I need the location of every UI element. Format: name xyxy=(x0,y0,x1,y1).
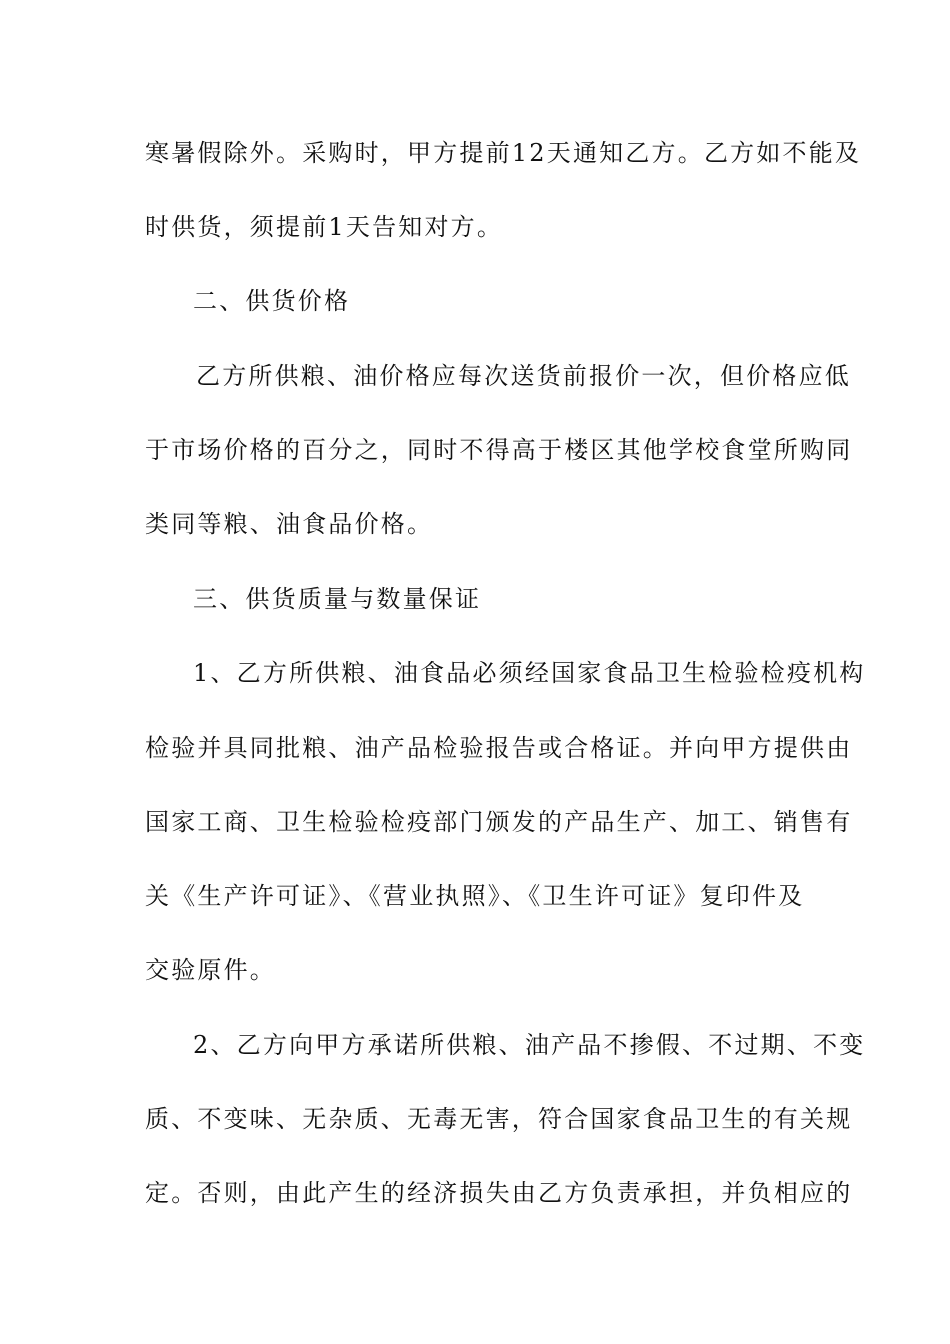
section-heading: 三、供货质量与数量保证 xyxy=(193,585,482,613)
text-line: 定。否则，由此产生的经济损失由乙方负责承担，并负相应的 xyxy=(145,1179,853,1207)
text-line: 于市场价格的百分之，同时不得高于楼区其他学校食堂所购同 xyxy=(145,436,853,464)
text-line: 关《生产许可证》、《营业执照》、《卫生许可证》复印件及 xyxy=(145,882,805,910)
text-line: 交验原件。 xyxy=(145,956,276,984)
text-line: 检验并具同批粮、油产品检验报告或合格证。并向甲方提供由 xyxy=(145,734,853,762)
text-line: 乙方所供粮、油价格应每次送货前报价一次，但价格应低 xyxy=(196,362,851,390)
text-line: 质、不变味、无杂质、无毒无害，符合国家食品卫生的有关规 xyxy=(145,1105,853,1133)
text-line: 2、乙方向甲方承诺所供粮、油产品不掺假、不过期、不变 xyxy=(193,1031,866,1059)
text-line: 1、乙方所供粮、油食品必须经国家食品卫生检验检疫机构 xyxy=(193,659,866,687)
text-line: 类同等粮、油食品价格。 xyxy=(145,510,434,538)
text-line: 寒暑假除外。采购时，甲方提前12天通知乙方。乙方如不能及 xyxy=(145,139,862,167)
text-line: 国家工商、卫生检验检疫部门颁发的产品生产、加工、销售有 xyxy=(145,808,853,836)
section-heading: 二、供货价格 xyxy=(193,287,351,315)
text-line: 时供货，须提前1天告知对方。 xyxy=(145,213,504,241)
